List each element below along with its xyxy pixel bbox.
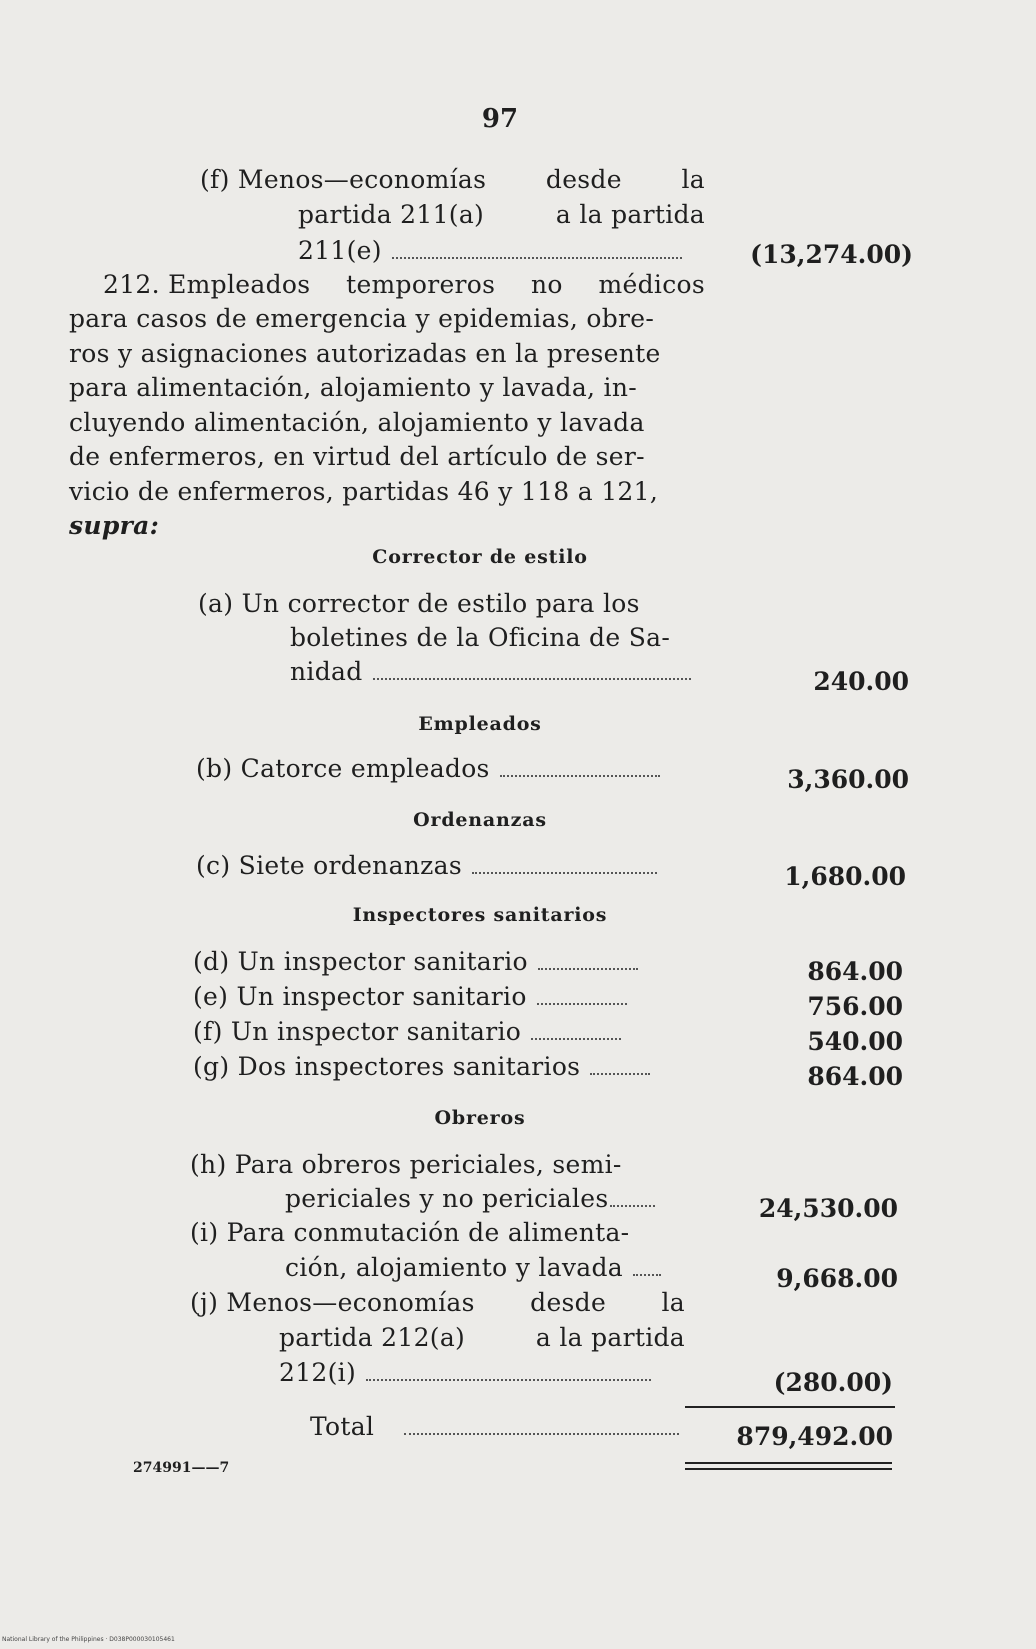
item-j-line1: (j) Menos—economías desde la — [190, 1288, 685, 1317]
item-f-line3: 211(e) — [298, 236, 682, 265]
item-a-line2: boletines de la Oficina de Sa- — [290, 623, 671, 652]
item-e-amount: 756.00 — [807, 992, 903, 1021]
item-f-line1: (f) Menos—economías desde la — [200, 165, 705, 194]
item-j-amount: (280.00) — [773, 1368, 893, 1397]
item-212-line2: para casos de emergencia y epidemias, obre- — [69, 304, 655, 333]
item-g-line: (g) Dos inspectores sanitarios — [193, 1052, 650, 1081]
item-b-line: (b) Catorce empleados — [196, 754, 660, 783]
item-212-line5: cluyendo alimentación, alojamiento y lavada — [69, 408, 645, 437]
item-i-amount: 9,668.00 — [776, 1264, 898, 1293]
section-heading-inspectores: Inspectores sanitarios — [352, 904, 608, 926]
item-i-line1: (i) Para conmutación de alimenta- — [190, 1218, 630, 1247]
item-e-line: (e) Un inspector sanitario — [193, 982, 627, 1011]
total-line: Total — [310, 1412, 679, 1441]
item-b-amount: 3,360.00 — [787, 765, 909, 794]
total-amount: 879,492.00 — [736, 1422, 893, 1451]
item-j-line3: 212(i) — [279, 1358, 651, 1387]
item-212-line3: ros y asignaciones autorizadas en la presente — [69, 339, 661, 368]
item-f2-line: (f) Un inspector sanitario — [193, 1017, 621, 1046]
item-g-amount: 864.00 — [807, 1062, 903, 1091]
item-d-line: (d) Un inspector sanitario — [193, 947, 638, 976]
subtotal-rule — [685, 1406, 895, 1408]
item-c-line: (c) Siete ordenanzas — [196, 851, 657, 880]
item-d-amount: 864.00 — [807, 957, 903, 986]
item-212-line7: vicio de enfermeros, partidas 46 y 118 a 121, — [69, 477, 659, 506]
page-number: 97 — [481, 104, 519, 134]
item-i-line2: ción, alojamiento y lavada — [285, 1253, 661, 1282]
item-j-line2: partida 212(a) a la partida — [279, 1323, 685, 1352]
item-a-line3: nidad — [290, 657, 691, 686]
item-c-amount: 1,680.00 — [784, 862, 906, 891]
item-f2-amount: 540.00 — [807, 1027, 903, 1056]
item-212-line1: 212. Empleados temporeros no médicos — [103, 270, 705, 299]
item-f-amount: (13,274.00) — [750, 240, 913, 269]
footer-code: 274991——7 — [133, 1460, 230, 1476]
item-h-amount: 24,530.00 — [758, 1194, 898, 1223]
total-double-rule-bottom — [685, 1468, 892, 1470]
item-212-line4: para alimentación, alojamiento y lavada, in- — [69, 373, 637, 402]
section-heading-empleados: Empleados — [418, 713, 542, 735]
section-heading-obreros: Obreros — [434, 1107, 526, 1129]
item-212-supra: supra: — [69, 511, 160, 540]
section-heading-corrector: Corrector de estilo — [372, 546, 588, 568]
item-212-line6: de enfermeros, en virtud del artículo de ser- — [69, 442, 645, 471]
item-a-amount: 240.00 — [813, 667, 909, 696]
item-h-line1: (h) Para obreros periciales, semi- — [190, 1150, 622, 1179]
item-h-line2: periciales y no periciales — [285, 1184, 655, 1213]
total-double-rule-top — [685, 1462, 892, 1464]
item-a-line1: (a) Un corrector de estilo para los — [198, 589, 640, 618]
item-f-line2: partida 211(a) a la partida — [298, 200, 705, 229]
scan-credit: National Library of the Philippines · D038P000030105461 — [2, 1636, 175, 1643]
section-heading-ordenanzas: Ordenanzas — [413, 809, 547, 831]
